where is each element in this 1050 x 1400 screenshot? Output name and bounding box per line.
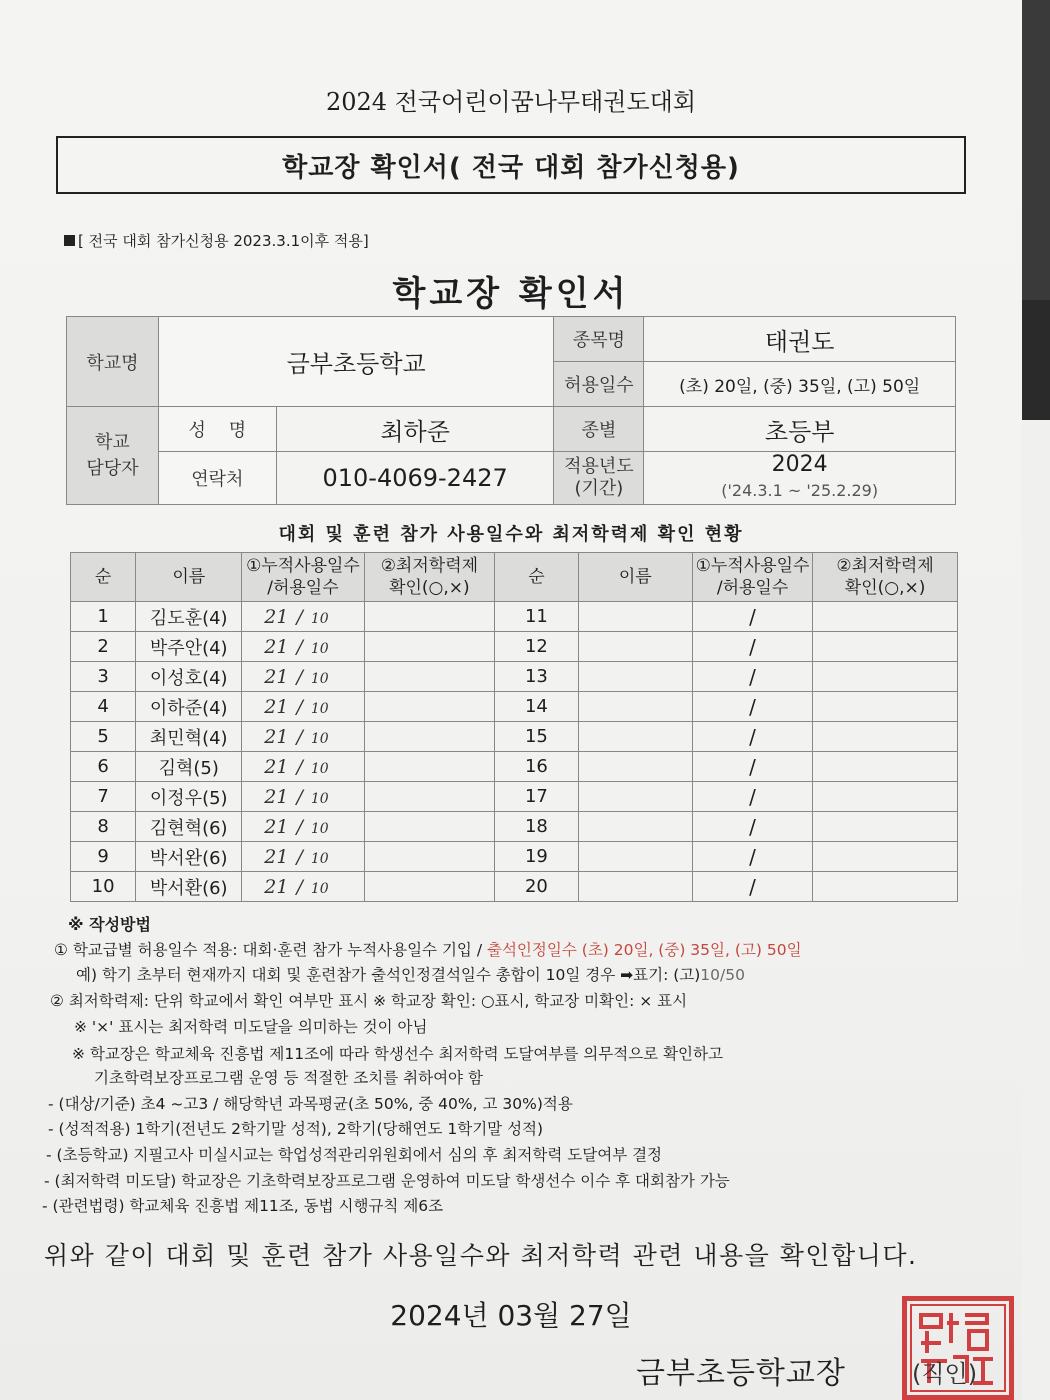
row-no: 3 <box>71 662 136 692</box>
days-cell <box>242 872 364 902</box>
method-line-2b: 10/50 <box>700 966 745 984</box>
header-name: 이름 <box>136 553 242 602</box>
days-slash: / <box>296 785 303 808</box>
days-cell <box>242 752 364 782</box>
row-no: 11 <box>495 602 579 632</box>
row-no: 8 <box>71 812 136 842</box>
allowed-days: 10 <box>310 670 329 687</box>
method-line-3: ② 최저학력제: 단위 학교에서 확인 여부만 표시 ※ 학교장 확인: ○표시, 학교장 미확인: × 표시 <box>50 992 688 1010</box>
academic-cell-empty <box>813 842 958 872</box>
used-days: 21 <box>264 785 289 808</box>
student-name-empty <box>578 782 692 812</box>
academic-cell-empty <box>813 872 958 902</box>
days-cell <box>242 782 364 812</box>
method-line-6: 기초학력보장프로그램 운영 등 적절한 조치를 취하여야 함 <box>94 1069 483 1087</box>
academic-cell <box>364 602 495 632</box>
row-no: 6 <box>71 752 136 782</box>
year-cell <box>644 452 956 505</box>
student-name-empty <box>578 842 692 872</box>
days-slash: / <box>296 815 303 838</box>
student-name-empty <box>578 602 692 632</box>
student-name: 박주안(4) <box>136 632 242 662</box>
table-row <box>71 722 958 752</box>
used-days: 21 <box>264 665 289 688</box>
days-cell <box>242 692 364 722</box>
allowed-days: 10 <box>310 880 329 897</box>
student-name-empty <box>578 722 692 752</box>
square-bullet-icon <box>64 235 75 246</box>
student-name: 김현혁(6) <box>136 812 242 842</box>
table-row <box>71 602 958 632</box>
used-days: 21 <box>264 815 289 838</box>
row-no: 14 <box>495 692 579 722</box>
header-academic-line1: ②최저학력제 <box>380 556 479 576</box>
method-line-1 <box>54 938 802 960</box>
main-title: 학교장 확인서 <box>392 274 630 314</box>
year-label-line1: 적용년도 <box>564 456 634 477</box>
row-no: 2 <box>71 632 136 662</box>
days-cell-empty <box>692 662 812 692</box>
method-title: ※ 작성방법 <box>68 915 151 934</box>
row-no: 1 <box>71 602 136 632</box>
confirmation-statement: 위와 같이 대회 및 훈련 참가 사용일수와 최저학력 관련 내용을 확인합니다. <box>44 1241 918 1270</box>
header-seq: 순 <box>71 553 136 602</box>
row-no: 15 <box>495 722 579 752</box>
row-no: 18 <box>495 812 579 842</box>
academic-cell-empty <box>813 722 958 752</box>
row-no: 13 <box>495 662 579 692</box>
table-row <box>71 752 958 782</box>
used-days: 21 <box>264 725 289 748</box>
days-cell-empty <box>692 872 812 902</box>
days-slash: / <box>749 814 756 839</box>
student-name: 최민혁(4) <box>136 722 242 752</box>
academic-cell-empty <box>813 662 958 692</box>
days-cell <box>242 662 364 692</box>
document-title-box: 학교장 확인서( 전국 대회 참가신청용) <box>56 136 966 194</box>
days-slash: / <box>296 695 303 718</box>
row-no: 16 <box>495 752 579 782</box>
method-line-7: - (대상/기준) 초4 ~고3 / 해당학년 과목평균(초 50%, 중 40%, 고 30%)적용 <box>48 1095 573 1113</box>
student-name: 이하준(4) <box>136 692 242 722</box>
background-paper <box>1018 420 1050 1400</box>
academic-cell <box>364 812 495 842</box>
days-slash: / <box>296 605 303 628</box>
days-cell-empty <box>692 602 812 632</box>
student-name-empty <box>578 812 692 842</box>
header-days-right-line1: ①누적사용일수 <box>695 556 810 576</box>
academic-cell <box>364 782 495 812</box>
year-label-line2: (기간) <box>574 478 624 499</box>
used-days: 21 <box>264 755 289 778</box>
header-academic <box>364 553 495 602</box>
days-slash: / <box>749 844 756 869</box>
academic-cell <box>364 842 495 872</box>
header-academic-right-line1: ②최저학력제 <box>836 556 934 576</box>
seal-label: (직인) <box>912 1360 978 1388</box>
used-days: 21 <box>264 695 289 718</box>
contact-label: 연락처 <box>158 452 276 505</box>
method-line-1c: (초) 20일, (중) 35일, (고) 50일 <box>581 941 802 959</box>
roster-table <box>70 552 958 902</box>
student-name: 이정우(5) <box>136 782 242 812</box>
header-days-line1: ①누적사용일수 <box>246 556 360 576</box>
days-cell-empty <box>692 842 812 872</box>
allowed-days: 10 <box>310 730 329 747</box>
academic-cell-empty <box>813 812 958 842</box>
academic-cell <box>364 722 495 752</box>
note-text: [ 전국 대회 참가신청용 2023.3.1이후 적용] <box>78 232 369 250</box>
row-no: 5 <box>71 722 136 752</box>
contact-value: 010-4069-2427 <box>276 452 554 505</box>
days-slash: / <box>749 664 756 689</box>
used-days: 21 <box>264 635 289 658</box>
academic-cell-empty <box>813 632 958 662</box>
days-cell-empty <box>692 812 812 842</box>
method-line-5: ※ 학교장은 학교체육 진흥법 제11조에 따라 학생선수 최저학력 도달여부를 의무적으로 확인하고 <box>72 1045 723 1063</box>
academic-cell-empty <box>813 752 958 782</box>
student-name-empty <box>578 692 692 722</box>
sport-label: 종목명 <box>554 317 644 362</box>
period-value: ('24.3.1 ~ '25.2.29) <box>721 481 879 500</box>
row-no: 20 <box>495 872 579 902</box>
name-label: 성 명 <box>158 407 276 452</box>
header-days-line2: /허용일수 <box>267 578 339 598</box>
academic-cell <box>364 632 495 662</box>
method-line-1a: ① 학교급별 허용일수 적용: 대회·훈련 참가 누적사용일수 기입 / <box>54 941 483 959</box>
academic-cell-empty <box>813 782 958 812</box>
days-cell <box>242 722 364 752</box>
academic-cell <box>364 752 495 782</box>
used-days: 21 <box>264 875 289 898</box>
table-row <box>71 632 958 662</box>
manager-label: 학교 담당자 <box>67 407 159 505</box>
academic-cell-empty <box>813 692 958 722</box>
days-slash: / <box>749 634 756 659</box>
used-days: 21 <box>264 845 289 868</box>
event-title: 2024 전국어린이꿈나무태권도대회 <box>325 88 697 116</box>
days-slash: / <box>749 604 756 629</box>
days-cell <box>242 842 364 872</box>
header-days-right-line2: /허용일수 <box>716 578 789 598</box>
school-name: 금부초등학교 <box>158 317 554 407</box>
year-value: 2024 <box>771 452 828 477</box>
table-row <box>71 842 958 872</box>
days-slash: / <box>749 724 756 749</box>
row-no: 4 <box>71 692 136 722</box>
method-line-10: - (최저학력 미도달) 학교장은 기초학력보장프로그램 운영하여 미도달 학생선수 이수 후 대회참가 가능 <box>44 1172 730 1190</box>
section-title: 대회 및 훈련 참가 사용일수와 최저학력제 확인 현황 <box>278 524 744 545</box>
method-line-9: - (초등학교) 지필고사 미실시교는 학업성적관리위원회에서 심의 후 최저학력 도달여부 결정 <box>46 1146 663 1164</box>
days-cell <box>242 632 364 662</box>
method-line-11: - (관련법령) 학교체육 진흥법 제11조, 동법 시행규칙 제6조 <box>42 1197 444 1215</box>
sport-value: 태권도 <box>644 317 956 362</box>
row-no: 19 <box>495 842 579 872</box>
manager-name: 최하준 <box>276 407 554 452</box>
school-label: 학교명 <box>67 317 159 407</box>
academic-cell-empty <box>813 602 958 632</box>
table-row <box>71 812 958 842</box>
student-name-empty <box>578 632 692 662</box>
days-cell-empty <box>692 632 812 662</box>
used-days: 21 <box>264 605 289 628</box>
table-row <box>71 692 958 722</box>
allowed-days: 10 <box>310 700 329 717</box>
allowed-days-label: 허용일수 <box>554 362 644 407</box>
table-row <box>71 782 958 812</box>
category-label: 종별 <box>554 407 644 452</box>
academic-cell <box>364 872 495 902</box>
row-no: 12 <box>495 632 579 662</box>
days-cell-empty <box>692 782 812 812</box>
student-name: 김도훈(4) <box>136 602 242 632</box>
days-slash: / <box>296 725 303 748</box>
allowed-days: 10 <box>310 850 329 867</box>
allowed-days: 10 <box>310 790 329 807</box>
student-name: 김혁(5) <box>136 752 242 782</box>
days-slash: / <box>296 665 303 688</box>
method-line-2a: 예) 학기 초부터 현재까지 대회 및 훈련참가 출석인정결석일수 총합이 10일 경우 ➡표기: (고) <box>76 966 701 984</box>
header-days <box>242 553 364 602</box>
days-slash: / <box>296 755 303 778</box>
row-no: 17 <box>495 782 579 812</box>
row-no: 7 <box>71 782 136 812</box>
applicability-note <box>64 230 369 251</box>
days-cell-empty <box>692 752 812 782</box>
allowed-days: 10 <box>310 610 329 627</box>
allowed-days-value: (초) 20일, (중) 35일, (고) 50일 <box>644 362 956 407</box>
days-slash: / <box>749 694 756 719</box>
student-name: 박서환(6) <box>136 872 242 902</box>
student-name-empty <box>578 752 692 782</box>
student-name-empty <box>578 872 692 902</box>
header-academic-right <box>813 553 958 602</box>
school-info-table <box>66 316 956 505</box>
method-line-1b: 출석인정일수 <box>486 941 577 959</box>
method-line-8: - (성적적용) 1학기(전년도 2학기말 성적), 2학기(당해연도 1학기말 성적) <box>48 1120 544 1138</box>
days-slash: / <box>749 874 756 899</box>
header-days-right <box>692 553 812 602</box>
row-no: 9 <box>71 842 136 872</box>
table-row <box>71 662 958 692</box>
method-line-2 <box>76 963 745 985</box>
header-academic-right-line2: 확인(○,×) <box>844 578 926 598</box>
days-slash: / <box>749 754 756 779</box>
document-date: 2024년 03월 27일 <box>390 1299 632 1332</box>
allowed-days: 10 <box>310 820 329 837</box>
header-academic-line2: 확인(○,×) <box>389 578 470 598</box>
days-slash: / <box>296 875 303 898</box>
table-row <box>71 872 958 902</box>
academic-cell <box>364 692 495 722</box>
days-cell <box>242 812 364 842</box>
header-seq-right: 순 <box>495 553 579 602</box>
roster-header-row <box>71 553 958 602</box>
student-name: 박서완(6) <box>136 842 242 872</box>
method-line-4: ※ '×' 표시는 최저학력 미도달을 의미하는 것이 아님 <box>74 1018 428 1036</box>
row-no: 10 <box>71 872 136 902</box>
category-value: 초등부 <box>644 407 956 452</box>
days-slash: / <box>296 635 303 658</box>
student-name: 이성호(4) <box>136 662 242 692</box>
academic-cell <box>364 662 495 692</box>
days-cell-empty <box>692 692 812 722</box>
student-name-empty <box>578 662 692 692</box>
days-cell-empty <box>692 722 812 752</box>
allowed-days: 10 <box>310 640 329 657</box>
allowed-days: 10 <box>310 760 329 777</box>
days-slash: / <box>296 845 303 868</box>
days-cell <box>242 602 364 632</box>
days-slash: / <box>749 784 756 809</box>
header-name-right: 이름 <box>578 553 692 602</box>
signer-name: 금부초등학교장 <box>636 1356 846 1391</box>
year-label <box>554 452 644 505</box>
